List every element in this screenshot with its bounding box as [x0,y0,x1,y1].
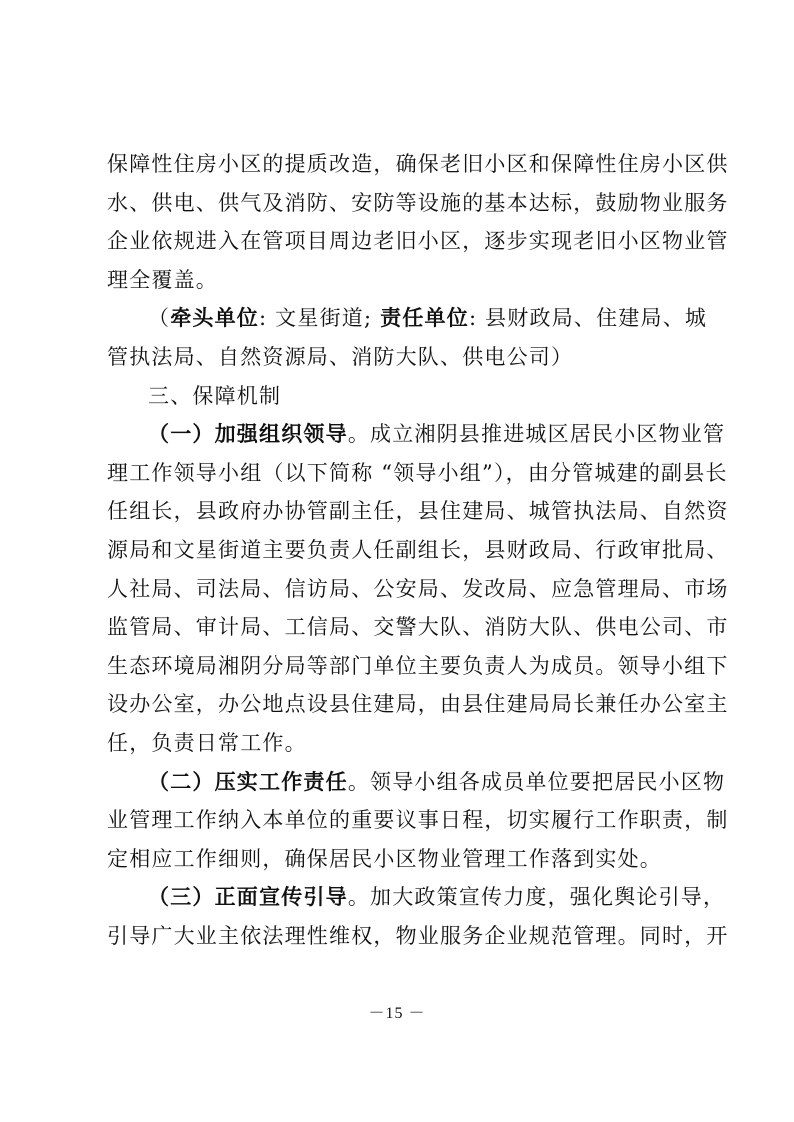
item-one-heading: （一）加强组织领导 [148,421,348,447]
responsibility-line-1 [148,304,707,332]
body-text-line: 水、供电、供气及消防、安防等设施的基本达标，鼓励物业服务 [107,190,729,215]
lead-unit-label: 牵头单位 [170,305,260,331]
item-one-text: 。成立湘阴县推进城区居民小区物业管 [347,422,726,447]
item-three-text: 。加大政策宣传力度，强化舆论引导， [347,885,726,910]
lead-unit-value: : 文星街道; [259,306,373,331]
body-text-line: 设办公室，办公地点设县住建局，由县住建局局长兼任办公室主 [107,692,729,717]
body-text-line: 任，负责日常工作。 [107,731,307,755]
item-three-first-line [148,883,725,911]
body-text-line: 定相应工作细则，确保居民小区物业管理工作落到实处。 [107,846,662,871]
body-text-line: 源局和文星街道主要负责人任副组长，县财政局、行政审批局、 [107,538,729,562]
body-text-line: 监管局、审计局、工信局、交警大队、消防大队、供电公司、市 [107,615,729,640]
open-paren: （ [148,306,171,331]
responsible-unit-value: : 县财政局、住建局、城 [468,306,708,331]
item-two-heading: （二）压实工作责任 [148,768,348,794]
item-three-heading: （三）正面宣传引导 [148,884,348,910]
body-text-line: 人社局、司法局、信访局、公安局、发改局、应急管理局、市场 [107,576,729,601]
responsible-unit-label: 责任单位 [380,305,469,331]
body-text-line: 任组长，县政府办协管副主任，县住建局、城管执法局、自然资 [107,499,729,524]
body-text-line: 企业依规进入在管项目周边老旧小区，逐步实现老旧小区物业管 [107,229,729,254]
body-text-line: 生态环境局湘阴分局等部门单位主要负责人为成员。领导小组下 [107,653,729,678]
body-text-line: 保障性住房小区的提质改造，确保老旧小区和保障性住房小区供 [107,152,729,176]
item-two-first-line [148,768,725,796]
section-heading: 三、保障机制 [148,383,282,408]
responsibility-line-2: 管执法局、自然资源局、消防大队、供电公司） [107,345,574,369]
body-text-line: 引导广大业主依法理性维权，物业服务企业规范管理。同时，开 [107,924,729,948]
body-text-line: 业管理工作纳入本单位的重要议事日程，切实履行工作职责，制 [107,808,729,833]
item-one-first-line [148,420,725,448]
item-two-text: 。领导小组各成员单位要把居民小区物 [347,769,726,794]
body-text-line: 理全覆盖。 [107,267,218,292]
page-number: －15 － [368,1005,426,1022]
body-text-line: 理工作领导小组（以下简称 “领导小组”），由分管城建的副县长 [107,460,728,485]
